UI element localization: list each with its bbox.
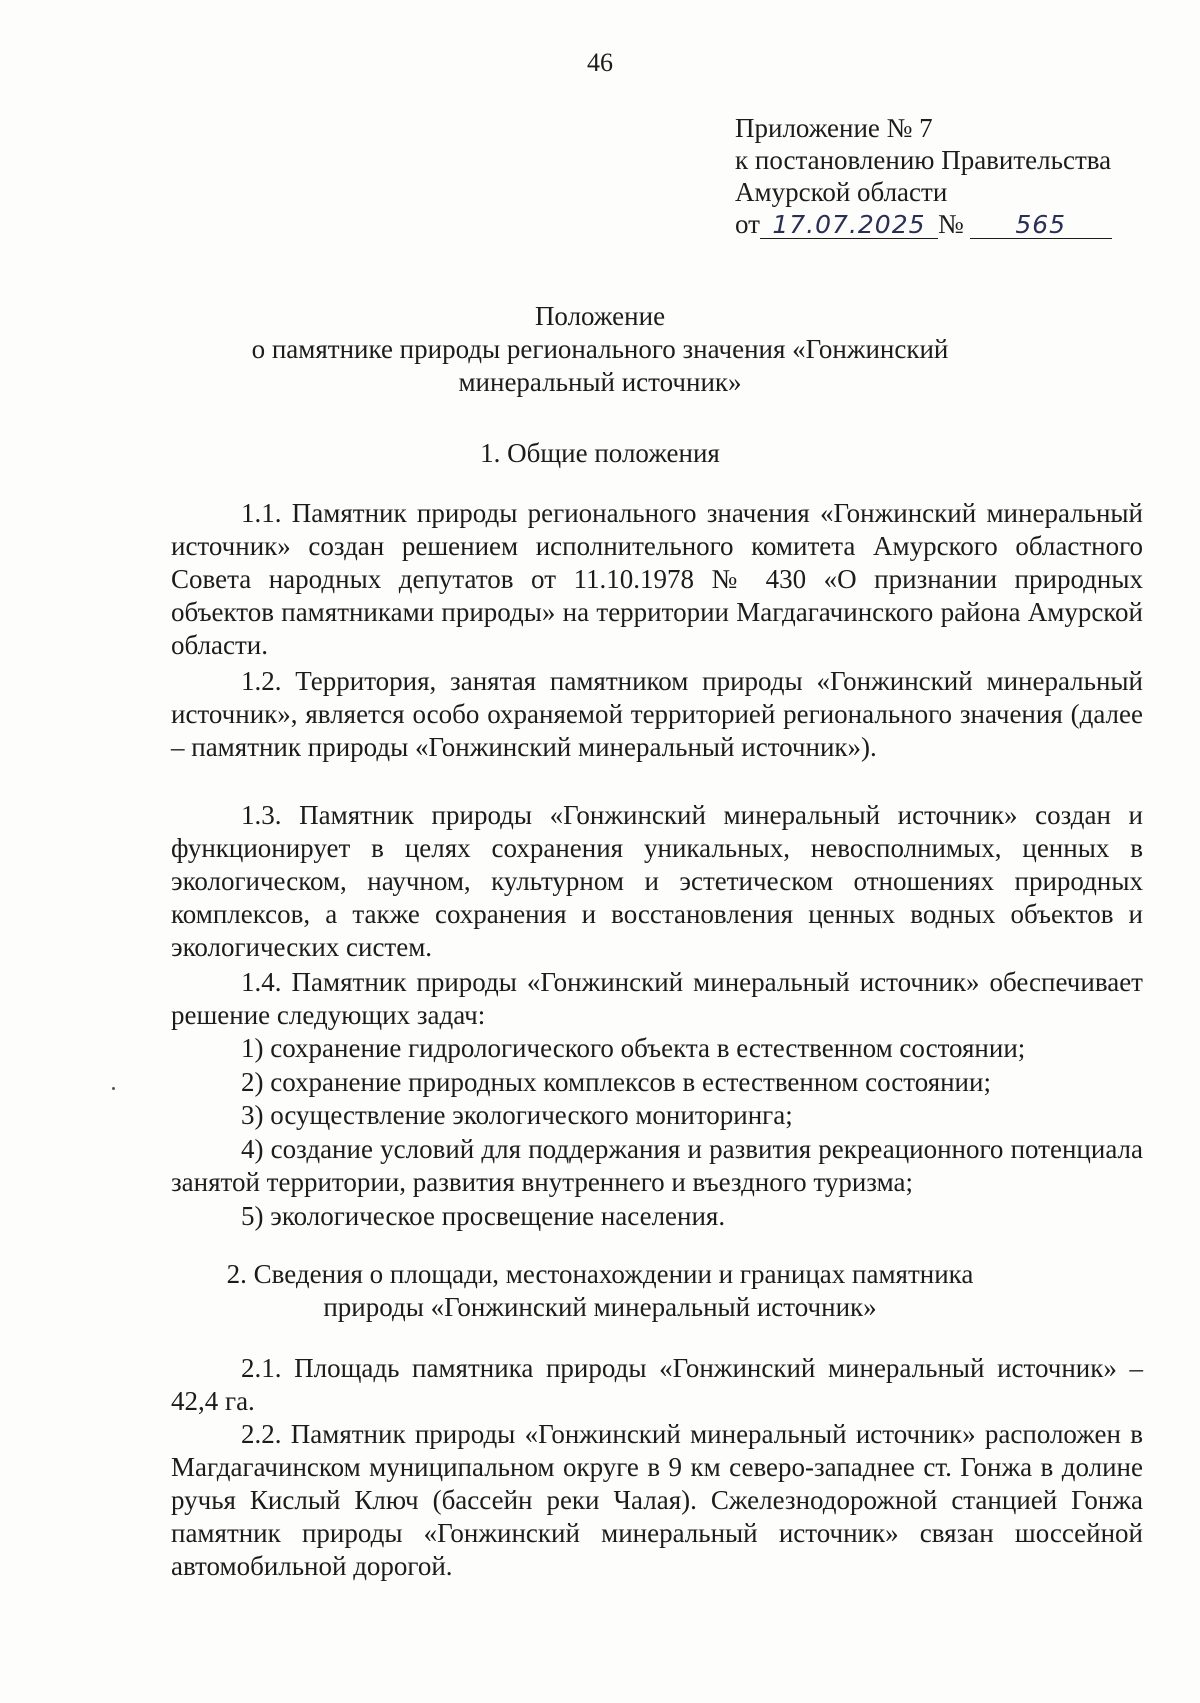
- paragraph-1-4: 1.4. Памятник природы «Гонжинский минеральный источник» обеспечивает решение следующих задач:: [171, 967, 1143, 1030]
- task-item-4: 4) создание условий для поддержания и развития рекреационного потенциала занятой территории, развития внутреннего и въездного туризма;: [171, 1134, 1143, 1197]
- paragraph-1-2: 1.2. Территория, занятая памятником природы «Гонжинский минеральный источник», является особо охраняемой территорией регионального значения (далее – памятник природы «Гонжинский минеральный источник»).: [171, 666, 1143, 762]
- number-field: [970, 211, 1112, 239]
- section-2-heading-line-1: 2. Сведения о площади, местонахождении и границах памятника: [226, 1259, 974, 1289]
- task-item-1: 1) сохранение гидрологического объекта в естественном состоянии;: [241, 1033, 1026, 1063]
- number-prefix: №: [937, 209, 964, 239]
- date-prefix: от: [735, 209, 760, 239]
- appendix-reference: к постановлению Правительства: [735, 145, 1112, 175]
- appendix-title: Приложение № 7: [735, 113, 933, 143]
- appendix-block: [735, 112, 1112, 240]
- scan-speck: [112, 1087, 115, 1090]
- paragraph-2-1: 2.1. Площадь памятника природы «Гонжинский минеральный источник» – 42,4 га.: [171, 1353, 1143, 1416]
- handwritten-date: 17.07.2025: [772, 210, 926, 239]
- title-line-3: минеральный источник»: [458, 367, 742, 397]
- handwritten-number: 565: [1015, 210, 1067, 239]
- task-item-3: 3) осуществление экологического мониторинга;: [241, 1100, 793, 1130]
- paragraph-1-1: 1.1. Памятник природы регионального значения «Гонжинский минеральный источник» создан решением исполнительного комитета Амурского областного Совета народных депутатов от 11.10.1978 № 430 «О признании природных объектов памятниками природы» на территории Магдагачинского района Амурской области.: [171, 498, 1143, 660]
- task-item-2: 2) сохранение природных комплексов в естественном состоянии;: [241, 1067, 991, 1097]
- appendix-date-number-line: [735, 208, 1112, 240]
- appendix-region: Амурской области: [735, 177, 948, 207]
- page-number: 46: [587, 48, 613, 77]
- task-item-5: 5) экологическое просвещение населения.: [241, 1201, 726, 1231]
- document-title: [0, 300, 1200, 399]
- paragraph-2-2: 2.2. Памятник природы «Гонжинский минеральный источник» расположен в Магдагачинском муниципальном округе в 9 км северо-западнее ст. Гонжа в долине ручья Кислый Ключ (бассейн реки Чалая). Сжелезнодорожной станцией Гонжа памятник природы «Гонжинский минеральный источник» связан шоссейной автомобильной дорогой.: [171, 1419, 1143, 1581]
- title-line-2: о памятнике природы регионального значения «Гонжинский: [251, 334, 949, 364]
- section-2-heading-line-2: природы «Гонжинский минеральный источник»: [323, 1292, 877, 1322]
- section-2-heading: [0, 1258, 1200, 1324]
- paragraph-1-3: 1.3. Памятник природы «Гонжинский минеральный источник» создан и функционирует в целях сохранения уникальных, невосполнимых, ценных в экологическом, научном, культурном и эстетическом отношениях природных комплексов, а также сохранения и восстановления ценных водных объектов и экологических систем.: [171, 800, 1143, 962]
- date-field: [760, 211, 938, 239]
- title-line-1: Положение: [534, 301, 666, 331]
- section-1-heading: 1. Общие положения: [480, 438, 720, 468]
